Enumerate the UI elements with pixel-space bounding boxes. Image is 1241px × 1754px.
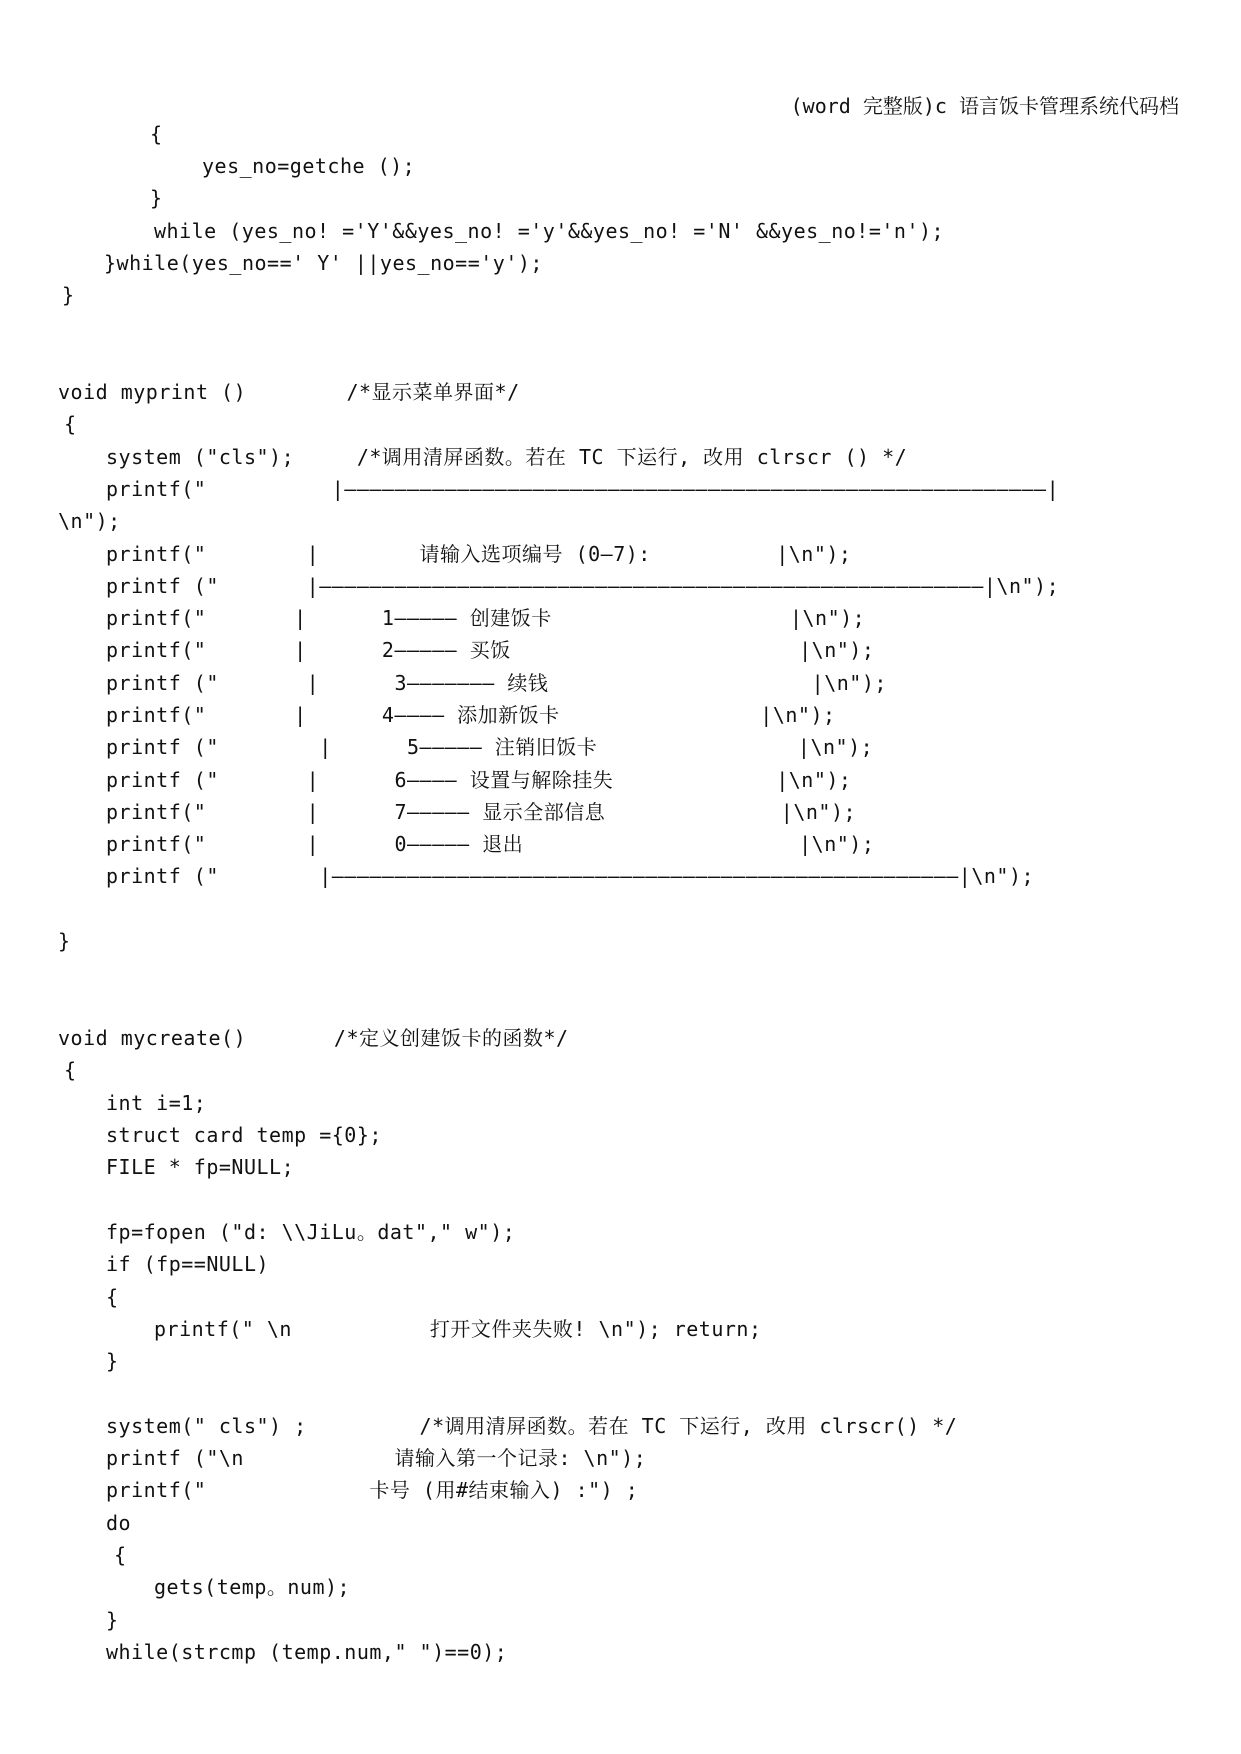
code-line: printf(" | 2————— 买饭 |\n");: [106, 638, 875, 662]
code-line: printf(" | 4———— 添加新饭卡 |\n");: [106, 703, 836, 727]
code-line: {: [150, 122, 163, 146]
code-line: {: [114, 1543, 127, 1567]
code-line: printf(" | 请输入选项编号 (0—7): |\n");: [106, 542, 852, 566]
code-line: }: [58, 929, 71, 953]
code-line: yes_no=getche ();: [202, 154, 416, 178]
code-line: }: [62, 283, 75, 307]
code-line: printf(" 卡号 (用#结束输入) :") ;: [106, 1478, 639, 1502]
code-line: {: [64, 1058, 77, 1082]
code-line: printf (" |—————————————————————————————————————————————————————|\n");: [106, 574, 1060, 598]
code-line: struct card temp ={0};: [106, 1123, 382, 1147]
code-line: }: [150, 186, 163, 210]
code-line: do: [106, 1511, 132, 1535]
code-line: {: [64, 412, 77, 436]
code-line: void myprint () /*显示菜单界面*/: [58, 380, 520, 404]
code-line: int i=1;: [106, 1091, 207, 1115]
code-line: }: [106, 1608, 119, 1632]
code-line: }: [106, 1349, 119, 1373]
code-line: system ("cls"); /*调用清屏函数。若在 TC 下运行, 改用 clrscr () */: [106, 445, 908, 469]
code-line: while (yes_no! ='Y'&&yes_no! ='y'&&yes_no! ='N' &&yes_no!='n');: [154, 219, 945, 243]
code-line: printf (" | 6———— 设置与解除挂失 |\n");: [106, 768, 852, 792]
code-line: printf(" |————————————————————————————————————————————————————————|: [106, 477, 1060, 501]
code-line: if (fp==NULL): [106, 1252, 270, 1276]
code-line: \n");: [58, 509, 121, 533]
code-line: {: [106, 1285, 119, 1309]
code-line: printf (" | 3——————— 续钱 |\n");: [106, 671, 887, 695]
code-line: gets(temp。num);: [154, 1575, 351, 1599]
code-line: printf(" | 7————— 显示全部信息 |\n");: [106, 800, 857, 824]
code-line: printf ("\n 请输入第一个记录: \n");: [106, 1446, 647, 1470]
code-line: while(strcmp (temp.num," ")==0);: [106, 1640, 508, 1664]
code-line: printf (" |——————————————————————————————————————————————————|\n");: [106, 864, 1035, 888]
code-line: void mycreate() /*定义创建饭卡的函数*/: [58, 1026, 569, 1050]
code-line: FILE * fp=NULL;: [106, 1155, 295, 1179]
code-line: printf (" | 5————— 注销旧饭卡 |\n");: [106, 735, 874, 759]
code-line: fp=fopen ("d: \\JiLu。dat"," w");: [106, 1220, 516, 1244]
code-line: printf(" | 0————— 退出 |\n");: [106, 832, 875, 856]
code-line: system(" cls") ; /*调用清屏函数。若在 TC 下运行, 改用 clrscr() */: [106, 1414, 958, 1438]
code-line: printf(" | 1————— 创建饭卡 |\n");: [106, 606, 866, 630]
code-line: }while(yes_no==' Y' ||yes_no=='y');: [104, 251, 543, 275]
code-line: printf(" \n 打开文件夹失败! \n"); return;: [154, 1317, 762, 1341]
page-header: (word 完整版)c 语言饭卡管理系统代码档: [790, 94, 1179, 118]
